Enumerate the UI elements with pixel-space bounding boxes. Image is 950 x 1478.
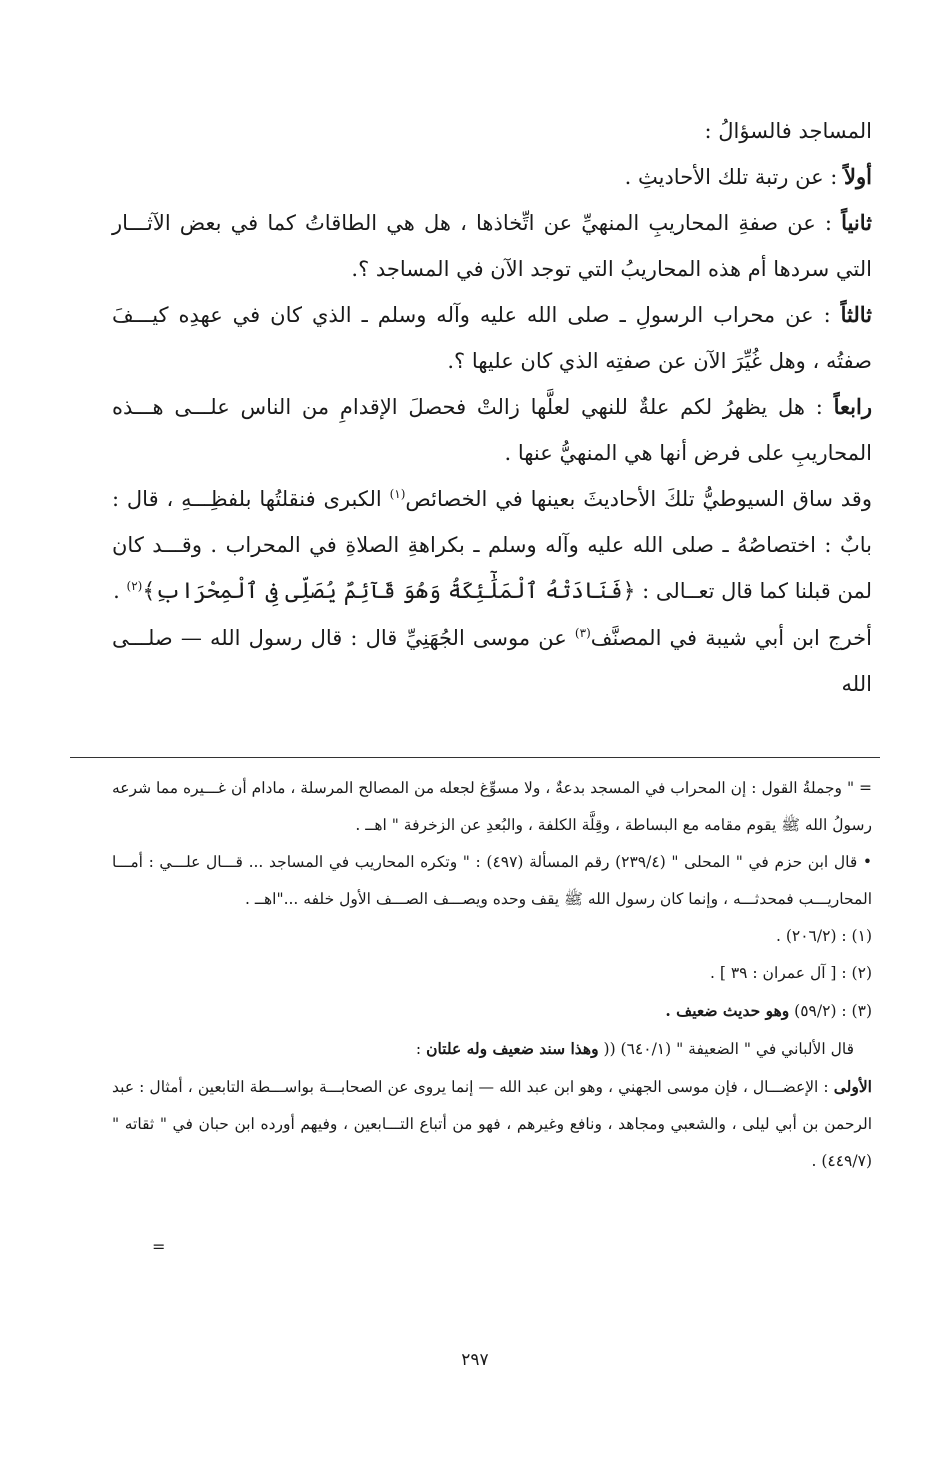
paragraph-suyuti: وقد ساق السيوطيُّ تلكَ الأحاديثَ بعينها في الخصائص$^{(١)}$ الكبرى فنقلتُها بلفظِـــهِ ، قال : بابٌ : اختصاصُهُ ـ صلى الله عليه وآله وسلم ـ بكراهةِ الصلاةِ في المحراب . وقـــد كان لمن قبلنا كما قال تعــالى : ﴿فَنَادَتْهُ ٱلْمَلَٰٓئِكَةُ وَهُوَ قَآئِمٌ يُصَلِّى فِى ٱلْمِحْرَابِ﴾$^{(٢)}$ . [112,487,872,604]
question-third: ثالثاً : عن محراب الرسولِ ـ صلى الله عليه وآله وسلم ـ الذي كان في عهدِه كيـــفَ صفتُه ، وهل غُيِّرَ الآن عن صفتِه الذي كان عليها ؟. [112,302,872,373]
label-second: ثانياً [841,210,872,235]
paragraph-ibn-abi-shayba: أخرج ابن أبي شيبة في المصنَّف$^{(٣)}$ عن موسى الجُهَنِيِّ قال : قال رسول الله — صلـــى الله [112,626,872,696]
footnotes [112,770,872,1180]
footnote-2: (٢) : [ آل عمران : ٣٩ ] . [710,964,872,982]
footnote-3: (٣) : (٥٩/٢) وهو حديث ضعيف . [665,1001,872,1020]
footnote-first-defect: الأولى : الإعضـــال ، فإن موسى الجهني ، وهو ابن عبد الله — إنما يروى عن الصحابـــة بواســـطة التابعين ، أمثال : عبد الرحمن بن أبي ليلى ، والشعبي ومجاهد ، ونافع وغيرهم ، فهو من أتباع التـــابعين ، وفيهم أورده ابن حبان في " ثقاته " (٤٤٩/٧) . [112,1077,872,1170]
label-third: ثالثاً [840,302,872,327]
footnote-continuation: = " وجملةُ القول : إن المحراب في المسجد بدعةٌ ، ولا مسوِّغ لجعله من المصالح المرسلة ، مادام أن غـــيره مما شرعه رسولُ الله ﷺ يقوم مقامه مع البساطة ، وقِلَّة الكلفة ، والبُعدِ عن الزخرفة " اهــ . [112,779,872,834]
main-text [112,108,872,707]
paragraph-intro: المساجد فالسؤالُ : [704,119,872,143]
question-fourth: رابعاً : هل يظهرُ لكم علةٌ للنهي لعلَّها زالتْ فحصلَ الإقدامِ من الناس علـــى هـــذه المحاريبِ على فرض أنها هي المنهيُّ عنها . [112,394,872,465]
question-first: أولاً : عن رتبة تلك الأحاديثِ . [624,164,872,189]
footnote-ref-2[interactable]: (٢) [126,579,143,593]
footnote-ref-1[interactable]: (١) [389,487,406,501]
question-second: ثانياً : عن صفةِ المحاريبِ المنهيِّ عن اتِّخاذها ، هل هي الطاقاتُ كما في بعض الآثـــار التي سردها أم هذه المحاريبُ التي توجد الآن في المساجد ؟. [112,210,872,281]
label-first: أولاً [844,164,872,189]
continuation-mark: = [152,1237,166,1256]
label-fourth: رابعاً [833,394,872,419]
footnote-albani: قال الألباني في " الضعيفة " (٦٤٠/١) (( وهذا سند ضعيف وله علتان : [415,1039,854,1058]
quran-verse: ﴿فَنَادَتْهُ ٱلْمَلَٰٓئِكَةُ وَهُوَ قَآئِمٌ يُصَلِّى فِى ٱلْمِحْرَابِ﴾ [142,579,636,604]
footnote-1: (١) : (٢٠٦/٢) . [776,927,872,945]
footnote-ref-3[interactable]: (٣) [574,626,591,640]
footnote-ibn-hazm: • قال ابن حزم في " المحلى " (٢٣٩/٤) رقم المسألة (٤٩٧) : " وتكره المحاريب في المساجد ... قـــال علـــي : أمـــا المحاريـــب فمحدثـــه ، وإنما كان رسول الله ﷺ يقف وحده ويصـــف الصـــف الأول خلفه ..."اهــ . [112,853,872,908]
footnote-divider [70,757,880,758]
page-number: ٢٩٧ [461,1350,489,1370]
